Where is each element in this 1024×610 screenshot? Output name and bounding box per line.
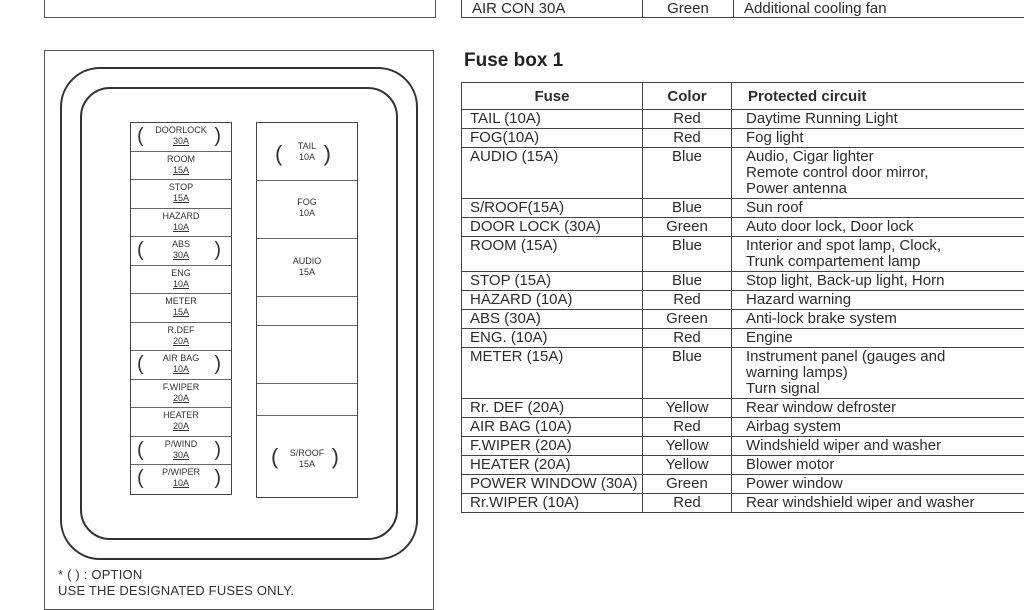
fuse-slot [131,408,231,437]
fuse-name: AIR BAG [131,353,231,364]
circuit-line: warning lamps) [746,365,1024,381]
circuit-line: Daytime Running Light [746,111,1024,127]
circuit-line: Auto door lock, Door lock [746,219,1024,235]
fuse-amp: 20A [131,421,231,432]
fuse-name: STOP [131,182,231,193]
fuse-slot-empty [257,326,357,384]
fuse-name: P/WIND [131,439,231,450]
table-row [462,218,1024,237]
color-cell: Blue [643,148,732,199]
fuse-amp: 30A [131,450,231,461]
circuit-cell [732,456,1024,475]
circuit-cell [732,148,1024,199]
color-cell: Green [643,310,732,329]
color-cell: Green [643,475,732,494]
table-row [462,494,1024,513]
fuse-label: S/ROOF 15A [257,416,357,470]
header-color: Color [643,83,732,110]
color-cell: Green [643,218,732,237]
fuse-name: ROOM [131,154,231,165]
fuse-cell: DOOR LOCK (30A) [462,218,643,237]
fuse-name: F.WIPER [131,382,231,393]
header-fuse: Fuse [462,83,643,110]
circuit-line: Power window [746,476,1024,492]
circuit-cell [732,418,1024,437]
fuse-slot-audio [257,239,357,297]
circuit-cell [732,110,1024,129]
fuse-amp: 15A [131,307,231,318]
fuse-name: DOORLOCK [131,125,231,136]
color-cell: Blue [643,237,732,272]
fuse-amp: 10A [131,279,231,290]
fuse-cell: HAZARD (10A) [462,291,643,310]
circuit-line: Hazard warning [746,292,1024,308]
circuit-line: Rear windshield wiper and washer [746,495,1024,511]
circuit-line: Blower motor [746,457,1024,473]
fuse-name: P/WIPER [131,467,231,478]
fuse-label: AUDIO 15A [257,239,357,278]
circuit-cell: Additional cooling fan [734,0,1024,18]
color-cell: Yellow [643,437,732,456]
table-row [462,475,1024,494]
table-row [462,148,1024,199]
circuit-cell [732,199,1024,218]
table-row [462,310,1024,329]
circuit-line: Sun roof [746,200,1024,216]
table-row [462,129,1024,148]
fuse-amp: 15A [131,193,231,204]
circuit-cell [732,129,1024,148]
fuse-cell: AUDIO (15A) [462,148,643,199]
circuit-cell [732,494,1024,513]
circuit-line: Airbag system [746,419,1024,435]
table-header-row [462,83,1024,110]
option-paren: ( [137,240,144,260]
fuse-name: METER [131,296,231,307]
table-row [462,110,1024,129]
option-paren: ) [214,468,221,488]
fuse-cell: F.WIPER (20A) [462,437,643,456]
fuse-slot [131,209,231,238]
color-cell: Red [643,129,732,148]
fuse-name: HEATER [131,410,231,421]
fuse-slot-tail: ( TAIL 10A ) [257,123,357,181]
table-row [462,437,1024,456]
option-note: * ( ) : OPTION USE THE DESIGNATED FUSES ONLY. [58,567,294,599]
fuse-slot [131,294,231,323]
fuse-label: FOG 10A [257,181,357,219]
table-row [462,418,1024,437]
circuit-line: Interior and spot lamp, Clock, [746,238,1024,254]
fuse-cell: METER (15A) [462,348,643,399]
option-paren: ) [214,126,221,146]
circuit-line: Windshield wiper and washer [746,438,1024,454]
option-paren: ( [137,468,144,488]
fuse-slot [131,180,231,209]
fuse-cell: FOG(10A) [462,129,643,148]
color-cell: Red [643,494,732,513]
fuse-label: TAIL 10A [257,123,357,163]
fuse-name: ENG [131,268,231,279]
fuse-cell: POWER WINDOW (30A) [462,475,643,494]
fuse-cell: AIR BAG (10A) [462,418,643,437]
fuse-cell: ROOM (15A) [462,237,643,272]
table-row [462,272,1024,291]
table-row [462,0,1024,18]
table-row [462,399,1024,418]
fuse-cell: AIR CON 30A [462,0,643,18]
fuse-amp: 30A [131,250,231,261]
fuse-table [461,82,1024,513]
circuit-cell [732,437,1024,456]
color-cell: Red [643,291,732,310]
fuse-slot [131,237,231,266]
fuse-name: R.DEF [131,325,231,336]
table-row [462,291,1024,310]
circuit-cell [732,291,1024,310]
option-paren: ( [137,126,144,146]
circuit-line: Power antenna [746,181,1024,197]
fuse-amp: 10A [131,364,231,375]
fuse-amp: 30A [131,136,231,147]
table-row [462,329,1024,348]
fuse-slot [131,152,231,181]
table-row [462,199,1024,218]
fuse-slot-sroof: ( S/ROOF 15A ) [257,416,357,499]
fuse-cell: Rr. DEF (20A) [462,399,643,418]
fuse-slot-fog [257,181,357,239]
header-circuit: Protected circuit [732,83,1024,110]
color-cell: Green [643,0,734,18]
color-cell: Blue [643,348,732,399]
previous-table-fragment [461,0,1024,18]
circuit-line: Fog light [746,130,1024,146]
fuse-amp: 10A [131,478,231,489]
circuit-cell [732,399,1024,418]
fuse-amp: 15A [131,165,231,176]
circuit-cell [732,237,1024,272]
fuse-slot [131,465,231,494]
fuse-slot [131,380,231,409]
circuit-cell [732,272,1024,291]
fuse-slot [131,351,231,380]
color-cell: Red [643,110,732,129]
table-row [462,456,1024,475]
fuse-slot [131,266,231,295]
fuse-cell: Rr.WIPER (10A) [462,494,643,513]
option-paren: ) [214,354,221,374]
color-cell: Red [643,329,732,348]
fuse-slot-empty [257,297,357,326]
fuse-slot-empty [257,384,357,416]
fuse-cell: STOP (15A) [462,272,643,291]
fuse-slot [131,437,231,466]
circuit-cell [732,475,1024,494]
fuse-slot [131,123,231,152]
circuit-line: Stop light, Back-up light, Horn [746,273,1024,289]
circuit-line: Audio, Cigar lighter [746,149,1024,165]
circuit-line: Rear window defroster [746,400,1024,416]
circuit-cell [732,348,1024,399]
circuit-cell [732,218,1024,237]
circuit-line: Trunk compartement lamp [746,254,1024,270]
circuit-line: Anti-lock brake system [746,311,1024,327]
fuse-cell: HEATER (20A) [462,456,643,475]
fuse-column-left [130,122,232,495]
fuse-name: ABS [131,239,231,250]
fuse-cell: TAIL (10A) [462,110,643,129]
table-row [462,237,1024,272]
color-cell: Blue [643,272,732,291]
circuit-line: Turn signal [746,381,1024,397]
color-cell: Blue [643,199,732,218]
fuse-cell: ENG. (10A) [462,329,643,348]
fuse-column-right [256,122,358,498]
fuse-name: HAZARD [131,211,231,222]
fuse-cell: ABS (30A) [462,310,643,329]
color-cell: Red [643,418,732,437]
option-paren: ) [214,440,221,460]
table-row [462,348,1024,399]
fuse-slot [131,323,231,352]
option-paren: ( [137,354,144,374]
circuit-line: Engine [746,330,1024,346]
color-cell: Yellow [643,456,732,475]
fuse-cell: S/ROOF(15A) [462,199,643,218]
fuse-amp: 10A [131,222,231,233]
color-cell: Yellow [643,399,732,418]
circuit-line: Remote control door mirror, [746,165,1024,181]
fuse-amp: 20A [131,336,231,347]
page-title: Fuse box 1 [464,50,563,72]
circuit-cell [732,329,1024,348]
option-paren: ( [137,440,144,460]
circuit-cell [732,310,1024,329]
option-paren: ) [214,240,221,260]
fuse-amp: 20A [131,393,231,404]
previous-section-box [44,0,436,18]
circuit-line: Instrument panel (gauges and [746,349,1024,365]
